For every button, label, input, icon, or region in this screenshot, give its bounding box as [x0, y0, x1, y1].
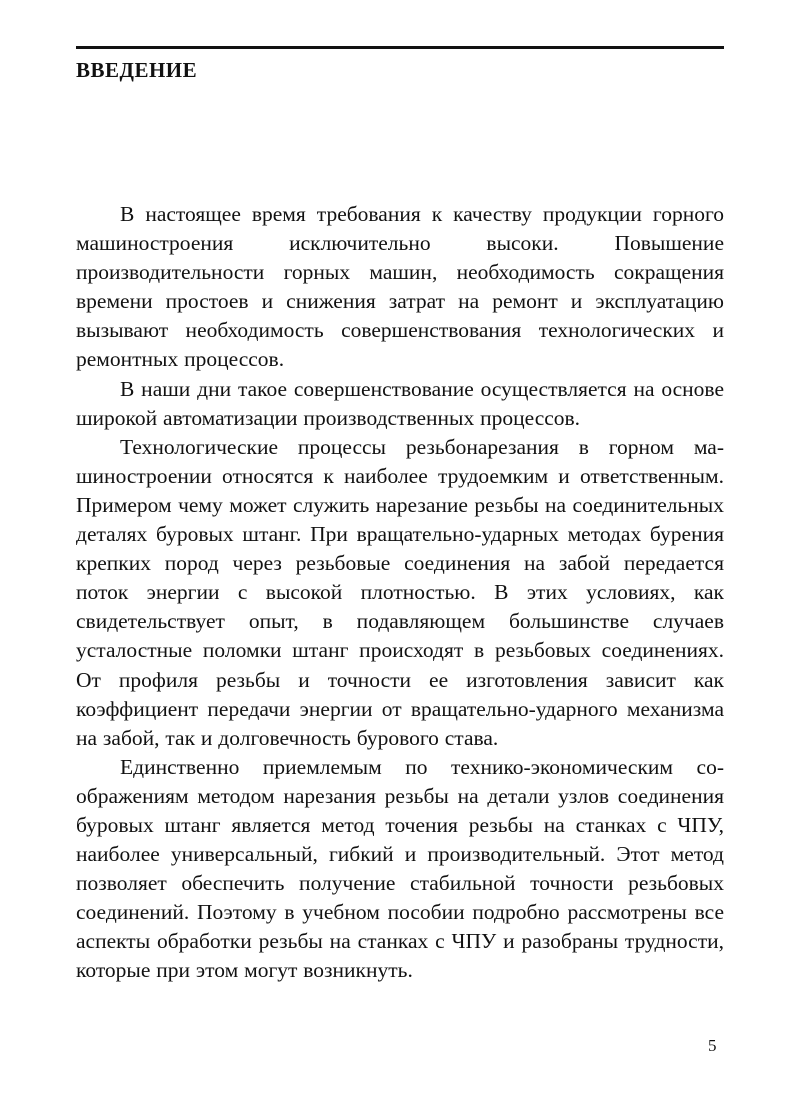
- paragraph-2: В наши дни такое совершенствование осуществляется на основе широкой автоматизации производственных процессов.: [76, 376, 724, 430]
- top-rule-divider: [76, 46, 724, 49]
- paragraph-3: Технологические процессы резьбонарезания в горном машиностроении относятся к наиболее трудоемким и ответственным. Примером чему может служить нарезание резьбы на соединительных деталях буровых штанг. При вращательно-ударных методах бурения крепких пород через резьбовые соединения на забой передается поток энергии с высокой плотностью. В этих условиях, как свидетельствует опыт, в подавляющем большинстве случаев усталостные поломки штанг происходят в резьбовых соединениях. От профиля резьбы и точности ее изготовления зависит как коэффициент передачи энергии от вращательно-ударного механизма на забой, так и долговечность бурового става.: [76, 434, 724, 750]
- page-number: 5: [708, 1036, 717, 1055]
- paragraph-4: Единственно приемлемым по технико-экономическим соображениям методом нарезания резьбы на детали узлов соединения буровых штанг является метод точения резьбы на станках с ЧПУ, наиболее универсальный, гибкий и производительный. Этот метод позволяет обеспечить получение стабильной точности резьбовых соединений. Поэтому в учебном пособии подробно рассмотрены все аспекты обработки резьбы на станках с ЧПУ и разобраны трудности, которые при этом могут возникнуть.: [76, 754, 724, 983]
- chapter-heading: ВВЕДЕНИЕ: [76, 58, 198, 82]
- paragraph-1: В настоящее время требования к качеству продукции горного машиностроения исключительно высоки. Повышение производительности горных машин, необходимость сокращения времени простоев и снижения затрат на ремонт и эксплуатацию вызывают необходимость совершенствования технологических и ремонтных процессов.: [76, 202, 724, 372]
- body-text: [76, 200, 724, 986]
